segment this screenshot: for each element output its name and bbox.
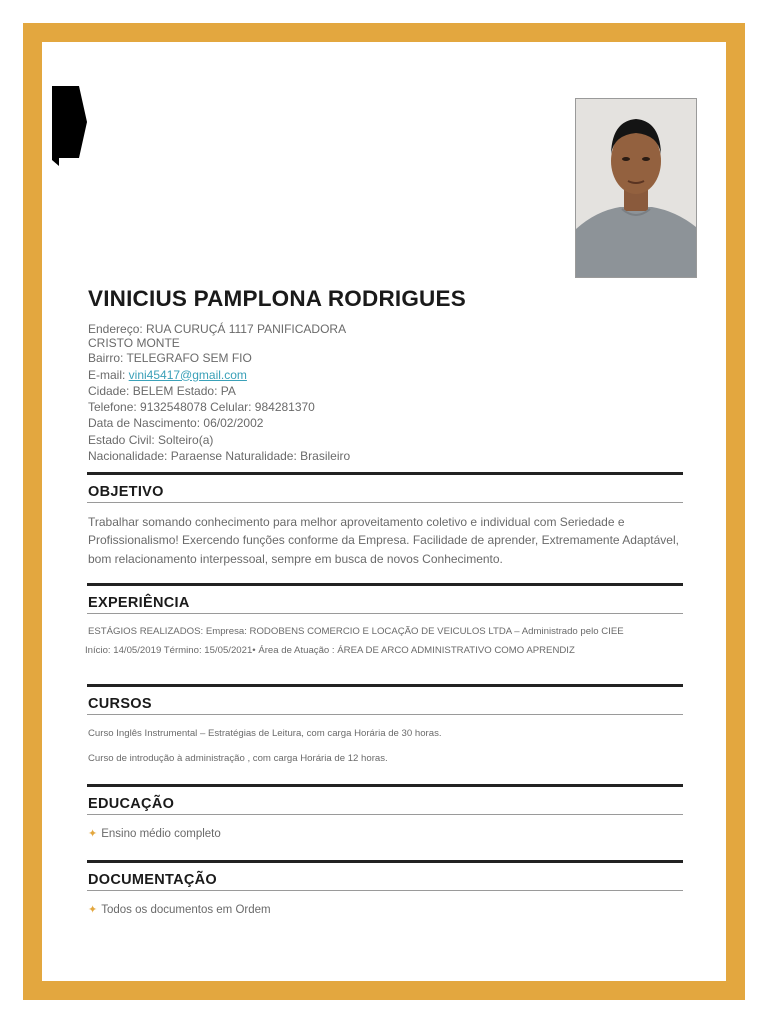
objetivo-title: OBJETIVO [88,484,164,500]
civil-status-line: Estado Civil: Solteiro(a) [88,432,214,447]
course-item: Curso Inglês Instrumental – Estratégias de Leitura, com carga Horária de 30 horas. [88,728,442,739]
four-point-star-icon: ✦ [88,828,98,840]
documentacao-title: DOCUMENTAÇÃO [88,872,217,888]
cursos-title: CURSOS [88,696,152,712]
candidate-name: VINICIUS PAMPLONA RODRIGUES [88,286,466,311]
documentacao-item [88,903,683,916]
cidade-line: Cidade: BELEM Estado: PA [88,383,236,398]
section-underline [87,613,683,614]
four-point-star-icon: ✦ [88,904,98,916]
section-underline [87,502,683,503]
documentacao-section [87,860,683,916]
educacao-title: EDUCAÇÃO [88,796,175,812]
profile-photo [575,98,697,278]
address-line-2: CRISTO MONTE [88,336,180,351]
section-rule [87,684,683,687]
section-rule [87,472,683,475]
experiencia-line-2: Início: 14/05/2019 Término: 15/05/2021• Área de Atuação : ÁREA DE ARCO ADMINISTRATIVO COMO APRENDIZ [85,645,575,656]
nationality-line: Nacionalidade: Paraense Naturalidade: Brasileiro [88,449,351,464]
section-underline [87,714,683,715]
section-rule [87,583,683,586]
section-underline [87,890,683,891]
email-link[interactable]: vini45417@gmail.com [128,367,247,382]
experiencia-text [87,622,683,660]
telefone-line: Telefone: 9132548078 Celular: 984281370 [88,400,315,415]
experiencia-line-1: ESTÁGIOS REALIZADOS: Empresa: RODOBENS COMERCIO E LOCAÇÃO DE VEICULOS LTDA – Administrado pelo CIEE [88,626,624,637]
section-rule [87,860,683,863]
birthdate-line: Data de Nascimento: 06/02/2002 [88,416,264,431]
email-label: E-mail: [88,367,129,382]
educacao-item-label: Ensino médio completo [101,828,221,840]
experiencia-title: EXPERIÊNCIA [88,595,190,611]
gold-frame [23,23,745,1000]
black-tab-marker [52,86,88,166]
contact-block [88,321,358,464]
educacao-item [88,827,683,840]
experiencia-section [87,583,683,660]
objetivo-text: Trabalhar somando conhecimento para melhor aproveitamento coletivo e individual com Seriedade e Profissionalismo! Exercendo funções conforme da Empresa. Facilidade de aprender, Extremamente Adaptável, bom relacionamento interpessoal, sempre em busca de novos Conhecimento. [88,515,679,566]
bairro-line: Bairro: TELEGRAFO SEM FIO [88,351,252,366]
address-line-1: Endereço: RUA CURUÇÁ 1117 PANIFICADORA [88,322,347,336]
resume-sheet [42,42,726,981]
educacao-section [87,784,683,840]
objetivo-section [87,472,683,568]
section-underline [87,814,683,815]
email-line [88,367,358,383]
section-rule [87,784,683,787]
documentacao-item-label: Todos os documentos em Ordem [101,904,271,916]
course-item: Curso de introdução à administração , com carga Horária de 12 horas. [88,753,388,764]
cursos-section [87,684,683,764]
